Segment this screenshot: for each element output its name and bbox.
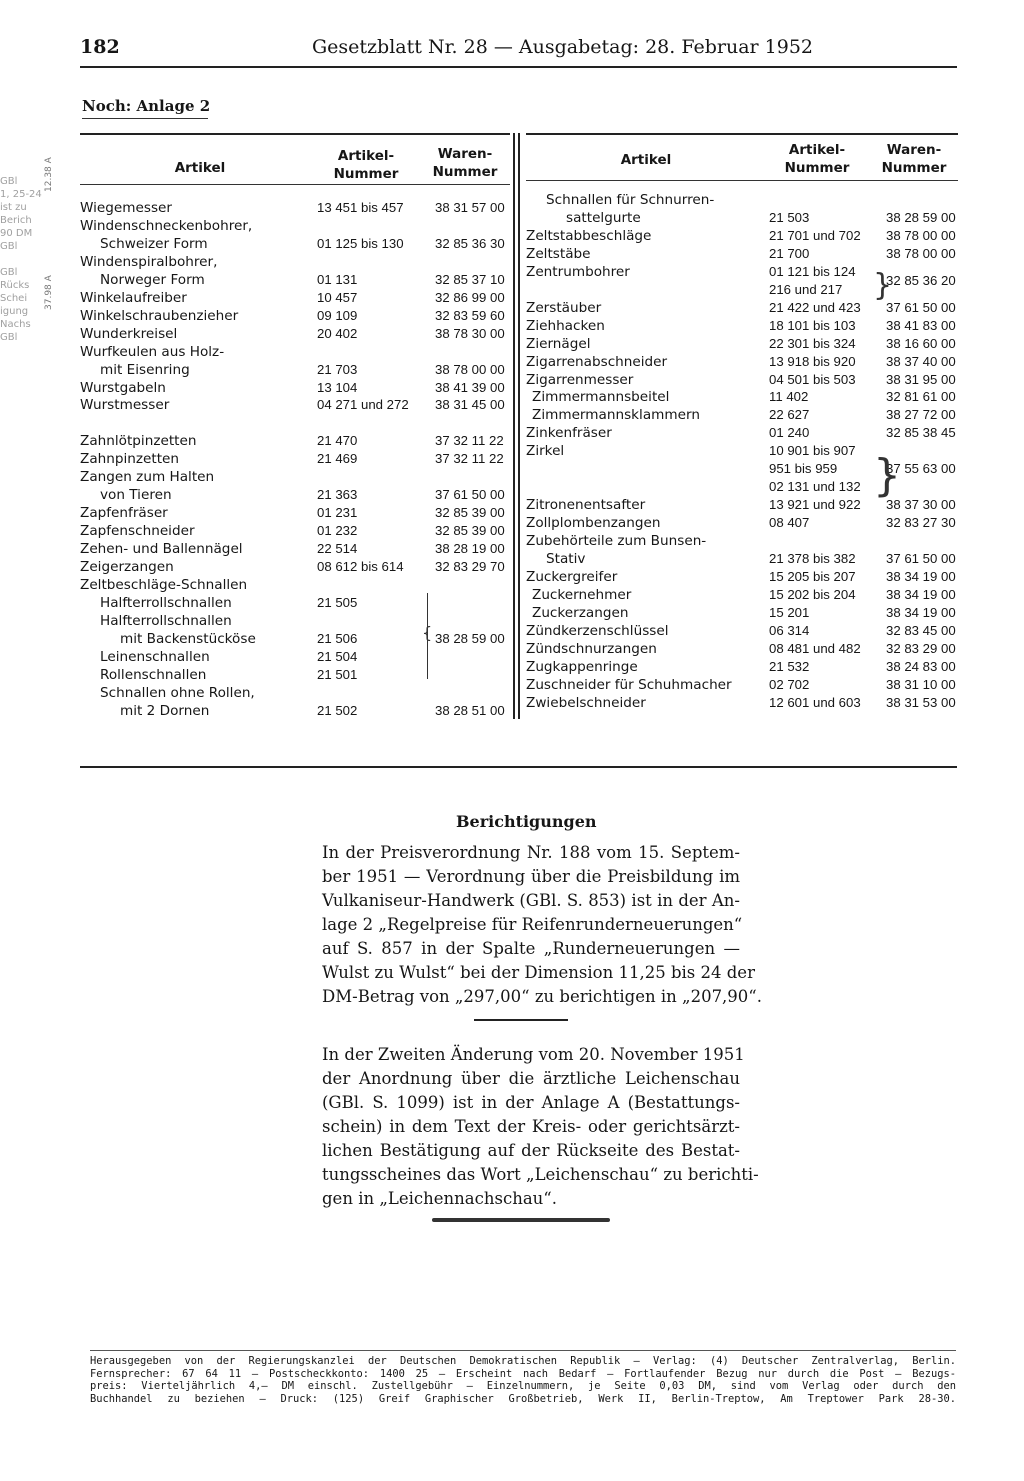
waren-nummer-cell: 32 86 99 00 xyxy=(435,289,505,305)
waren-nummer-cell: 32 85 39 00 xyxy=(435,523,505,539)
artikel-nummer-cell: 08 407 xyxy=(769,515,810,531)
artikel-cell: Zigarrenabschneider xyxy=(526,353,668,370)
paragraph-line: gen in „Leichennachschau“. xyxy=(322,1189,557,1208)
artikel-cell: Zündkerzenschlüssel xyxy=(526,622,669,639)
waren-nummer-cell: 38 31 45 00 xyxy=(435,397,505,413)
margin-note-line: GBl xyxy=(0,267,18,278)
artikel-nummer-cell: 22 514 xyxy=(317,541,358,557)
margin-note-line: GBl xyxy=(0,241,18,252)
artikel-nummer-cell: 20 402 xyxy=(317,325,358,341)
waren-nummer-cell: 38 28 59 00 xyxy=(886,209,956,225)
artikel-nummer-cell: 01 240 xyxy=(769,425,810,441)
brace-tip-icon: { xyxy=(422,623,433,642)
waren-nummer-cell: 38 28 51 00 xyxy=(435,702,505,718)
table-end-rule xyxy=(80,766,957,768)
paragraph-line: lichen Bestätigung auf der Rückseite des Bestat- xyxy=(322,1141,740,1160)
waren-nummer-cell: 37 61 50 00 xyxy=(886,551,956,566)
artikel-nummer-cell: 01 131 xyxy=(317,271,358,287)
artikel-cell: Winkelschraubenzieher xyxy=(80,307,239,324)
waren-nummer-cell: 32 83 59 60 xyxy=(435,307,505,323)
artikel-cell: Zehen- und Ballennägel xyxy=(80,541,243,558)
artikel-nummer-cell: 21 703 xyxy=(317,361,358,377)
artikel-cell: Zapfenschneider xyxy=(80,523,195,540)
artikel-cell: Zeigerzangen xyxy=(80,559,174,575)
artikel-cell: Zimmermannsbeitel xyxy=(532,389,670,406)
imprint xyxy=(90,1355,956,1405)
artikel-cell: Stativ xyxy=(546,551,586,567)
waren-nummer-cell: 37 32 11 22 xyxy=(435,451,504,467)
table-header-rule xyxy=(526,180,958,181)
artikel-cell: Zeltstabbeschläge xyxy=(526,227,652,244)
waren-nummer-cell: 38 37 40 00 xyxy=(886,353,956,369)
artikel-nummer-cell: 21 506 xyxy=(317,630,358,646)
artikel-nummer-cell: 21 469 xyxy=(317,451,358,467)
artikel-cell: Zangen zum Halten xyxy=(80,469,215,486)
margin-note-line: Schei xyxy=(0,293,28,304)
header-artikel-nummer: Artikel- Nummer xyxy=(784,142,850,176)
artikel-cell: Zugkappenringe xyxy=(526,658,638,675)
waren-nummer-cell: 32 83 29 00 xyxy=(886,640,956,656)
margin-stamp: 12.38 A xyxy=(44,157,54,192)
waren-nummer-cell: 38 31 95 00 xyxy=(886,371,956,387)
artikel-cell: Zitronenentsafter xyxy=(526,497,646,514)
artikel-nummer-cell: 02 702 xyxy=(769,676,810,692)
artikel-cell: Zubehörteile zum Bunsen- xyxy=(526,533,707,550)
artikel-cell: Zahnlötpinzetten xyxy=(80,433,197,450)
artikel-nummer-cell: 21 470 xyxy=(317,433,358,449)
header-artikel: Artikel xyxy=(174,160,226,176)
corrections-title: Berichtigungen xyxy=(456,812,597,831)
waren-nummer-cell: 38 31 57 00 xyxy=(435,200,505,215)
paragraph-line: auf S. 857 in der Spalte „Runderneuerungen — xyxy=(322,939,740,958)
artikel-cell: Halfterrollschnallen xyxy=(100,612,232,629)
artikel-cell: Windenschneckenbohrer, xyxy=(80,217,253,234)
page-number: 182 xyxy=(80,36,120,58)
artikel-nummer-cell: 15 205 bis 207 xyxy=(769,568,856,584)
artikel-cell: Zuschneider für Schuhmacher xyxy=(526,676,732,693)
waren-nummer-cell: 38 24 83 00 xyxy=(886,658,956,674)
artikel-nummer-cell: 22 627 xyxy=(769,407,810,423)
artikel-cell: Schweizer Form xyxy=(100,235,208,252)
waren-nummer-cell: 32 83 27 30 xyxy=(886,515,956,531)
margin-note-line: 90 DM xyxy=(0,228,33,239)
artikel-cell: Ziernägel xyxy=(526,335,591,352)
margin-stamp: 37.98 A xyxy=(44,275,54,310)
artikel-cell: Winkelaufreiber xyxy=(80,289,187,306)
waren-nummer-cell: 32 85 38 45 xyxy=(886,425,956,441)
artikel-cell: mit 2 Dornen xyxy=(120,702,210,719)
waren-nummer-cell: 38 41 39 00 xyxy=(435,379,505,395)
artikel-nummer-cell: 10 901 bis 907 xyxy=(769,443,856,459)
paragraph-line: ber 1951 — Verordnung über die Preisbildung im xyxy=(322,867,740,886)
artikel-nummer-cell: 12 601 und 603 xyxy=(769,694,861,710)
waren-nummer-cell: 32 81 61 00 xyxy=(886,389,956,405)
artikel-cell: Zirkel xyxy=(526,443,565,460)
waren-nummer-cell: 37 61 50 00 xyxy=(435,487,505,503)
waren-nummer-cell: 37 32 11 22 xyxy=(435,433,504,449)
continuation-label: Noch: Anlage 2 xyxy=(82,97,211,115)
paragraph-line: tungsscheines das Wort „Leichenschau“ zu berichti- xyxy=(322,1165,759,1184)
artikel-cell: Zuckernehmer xyxy=(532,586,632,603)
artikel-cell: Zentrumbohrer xyxy=(526,263,630,280)
artikel-nummer-cell: 13 104 xyxy=(317,379,358,395)
artikel-cell: Wurfkeulen aus Holz- xyxy=(80,343,225,360)
imprint-line: Herausgegeben von der Regierungskanzlei der Deutschen Demokratischen Republik — Verlag: (4) Deutscher Zentralverlag, Berlin. xyxy=(90,1355,956,1367)
artikel-nummer-cell: 06 314 xyxy=(769,622,810,638)
artikel-cell: Wiegemesser xyxy=(80,200,172,216)
closing-ornament-rule xyxy=(432,1218,610,1222)
waren-nummer-cell: 38 34 19 00 xyxy=(886,568,956,584)
waren-nummer-cell: 38 28 19 00 xyxy=(435,541,505,557)
artikel-cell: Zündschnurzangen xyxy=(526,640,657,657)
artikel-nummer-cell: 951 bis 959 xyxy=(769,461,838,477)
waren-nummer-cell: 38 41 83 00 xyxy=(886,317,956,333)
artikel-cell: Zahnpinzetten xyxy=(80,451,180,468)
artikel-nummer-cell: 01 125 bis 130 xyxy=(317,235,404,251)
artikel-nummer-cell: 21 363 xyxy=(317,487,358,503)
paragraph-line: Wulst zu Wulst“ bei der Dimension 11,25 bis 24 der xyxy=(322,963,755,982)
correction-paragraph-2 xyxy=(322,1043,759,1211)
imprint-line: Buchhandel zu beziehen — Druck: (125) Greif Graphischer Großbetrieb, Werk II, Berlin-Treptow, Am Treptower Park 28-30. xyxy=(90,1392,956,1405)
artikel-nummer-cell: 09 109 xyxy=(317,307,358,323)
artikel-cell: Windenspiralbohrer, xyxy=(80,253,218,270)
artikel-cell: Zollplombenzangen xyxy=(526,515,661,532)
paragraph-line: In der Zweiten Änderung vom 20. November 1951 xyxy=(322,1045,745,1064)
brace-close-icon: } xyxy=(873,450,901,501)
artikel-nummer-cell: 10 457 xyxy=(317,289,358,305)
artikel-nummer-cell: 21 378 bis 382 xyxy=(769,551,856,566)
artikel-cell: Ziehhacken xyxy=(526,317,605,334)
column-divider xyxy=(518,133,520,719)
artikel-nummer-cell: 21 701 und 702 xyxy=(769,227,861,243)
continuation-underline xyxy=(82,118,208,119)
table-header-rule xyxy=(80,184,510,185)
artikel-nummer-cell: 21 505 xyxy=(317,594,358,610)
artikel-nummer-cell: 21 504 xyxy=(317,648,358,664)
margin-note-line: ist zu xyxy=(0,202,27,213)
artikel-nummer-cell: 21 700 xyxy=(769,245,810,261)
artikel-cell: Wurstmesser xyxy=(80,397,170,414)
waren-nummer-cell: 38 16 60 00 xyxy=(886,335,956,351)
artikel-cell: Zuckergreifer xyxy=(526,568,618,585)
margin-note-line: Rücks xyxy=(0,280,30,291)
artikel-nummer-cell: 22 301 bis 324 xyxy=(769,335,856,351)
waren-nummer-cell: 38 78 00 00 xyxy=(435,361,505,377)
waren-nummer-cell: 32 83 45 00 xyxy=(886,622,956,638)
margin-note-line xyxy=(0,253,70,266)
paragraph-line: lage 2 „Regelpreise für Reifenrunderneuerungen“ xyxy=(322,915,743,934)
waren-nummer-cell: 38 28 59 00 xyxy=(435,630,505,646)
artikel-cell: mit Eisenring xyxy=(100,361,190,378)
artikel-nummer-cell: 21 502 xyxy=(317,702,358,718)
artikel-nummer-cell: 13 918 bis 920 xyxy=(769,353,856,369)
artikel-cell: von Tieren xyxy=(100,487,172,504)
artikel-cell: Wunderkreisel xyxy=(80,325,178,342)
waren-nummer-cell: 37 55 63 00 xyxy=(886,461,956,477)
artikel-cell: sattelgurte xyxy=(566,209,641,226)
waren-nummer-cell: 32 85 36 30 xyxy=(435,235,505,251)
artikel-cell: Leinenschnallen xyxy=(100,648,210,665)
imprint-rule xyxy=(90,1350,956,1351)
running-title: Gesetzblatt Nr. 28 — Ausgabetag: 28. Februar 1952 xyxy=(312,36,813,58)
waren-nummer-cell: 32 85 36 20 xyxy=(886,272,956,288)
artikel-nummer-cell: 21 422 und 423 xyxy=(769,299,861,315)
artikel-nummer-cell: 216 und 217 xyxy=(769,281,843,297)
table-top-rule xyxy=(526,133,958,135)
artikel-nummer-cell: 08 481 und 482 xyxy=(769,640,861,656)
artikel-cell: mit Backenstücköse xyxy=(120,630,256,647)
paragraph-line: der Anordnung über die ärztliche Leichenschau xyxy=(322,1069,740,1088)
margin-note-line: Nachs xyxy=(0,319,31,330)
artikel-nummer-cell: 01 121 bis 124 xyxy=(769,263,856,279)
margin-note-line: GBl xyxy=(0,332,18,343)
artikel-nummer-cell: 15 202 bis 204 xyxy=(769,586,856,602)
artikel-cell: Halfterrollschnallen xyxy=(100,594,232,611)
artikel-nummer-cell: 13 921 und 922 xyxy=(769,497,861,513)
artikel-nummer-cell: 01 231 xyxy=(317,505,358,521)
artikel-nummer-cell: 02 131 und 132 xyxy=(769,479,861,495)
waren-nummer-cell: 32 85 37 10 xyxy=(435,271,505,287)
artikel-cell: Zigarrenmesser xyxy=(526,371,634,388)
artikel-nummer-cell: 11 402 xyxy=(769,389,809,405)
artikel-nummer-cell: 15 201 xyxy=(769,604,810,620)
artikel-cell: Zimmermannsklammern xyxy=(532,407,700,424)
margin-note-line: igung xyxy=(0,306,29,317)
waren-nummer-cell: 38 37 30 00 xyxy=(886,497,956,513)
margin-notes xyxy=(0,175,70,344)
artikel-cell: Norweger Form xyxy=(100,271,205,288)
artikel-cell: Zeltbeschläge-Schnallen xyxy=(80,576,248,593)
waren-nummer-cell: 38 31 53 00 xyxy=(886,694,956,710)
waren-nummer-cell: 38 27 72 00 xyxy=(886,407,956,423)
waren-nummer-cell: 38 31 10 00 xyxy=(886,676,956,692)
artikel-nummer-cell: 04 271 und 272 xyxy=(317,397,409,413)
artikel-cell: Zuckerzangen xyxy=(532,604,629,621)
artikel-cell: Zinkenfräser xyxy=(526,425,612,442)
waren-nummer-cell: 38 78 00 00 xyxy=(886,245,956,261)
imprint-line: preis: Vierteljährlich 4,— DM einschl. Zustellgebühr — Einzelnummern, je Seite 0,03 DM, sind vom Verlag oder durch den xyxy=(90,1380,956,1392)
artikel-nummer-cell: 04 501 bis 503 xyxy=(769,371,856,387)
artikel-cell: Zapfenfräser xyxy=(80,505,168,522)
artikel-cell: Zwiebelschneider xyxy=(526,694,646,711)
artikel-cell: Zerstäuber xyxy=(526,299,602,316)
artikel-cell: Schnallen für Schnurren- xyxy=(546,192,715,208)
header-waren-nummer: Waren- Nummer xyxy=(881,142,947,176)
waren-nummer-cell: 38 78 00 00 xyxy=(886,227,956,243)
artikel-nummer-cell: 18 101 bis 103 xyxy=(769,317,856,333)
margin-note-line: Berich xyxy=(0,215,32,226)
header-rule xyxy=(80,66,957,68)
column-divider xyxy=(513,133,515,719)
paragraph-line: DM-Betrag von „297,00“ zu berichtigen in „207,90“. xyxy=(322,987,762,1006)
waren-nummer-cell: 32 85 39 00 xyxy=(435,505,505,521)
artikel-nummer-cell: 01 232 xyxy=(317,523,358,539)
waren-nummer-cell: 38 34 19 00 xyxy=(886,604,956,620)
artikel-nummer-cell: 21 501 xyxy=(317,666,358,682)
correction-paragraph-1 xyxy=(322,841,762,1009)
waren-nummer-cell: 38 34 19 00 xyxy=(886,586,956,602)
paragraph-line: In der Preisverordnung Nr. 188 vom 15. Septem- xyxy=(322,843,740,862)
artikel-cell: Schnallen ohne Rollen, xyxy=(100,684,255,701)
table-top-rule xyxy=(80,133,510,135)
artikel-nummer-cell: 08 612 bis 614 xyxy=(317,559,404,574)
margin-note-line: 1, 25-24 xyxy=(0,189,42,200)
paragraph-line: Vulkaniseur-Handwerk (GBl. S. 853) ist in der An- xyxy=(322,891,740,910)
paragraph-line: (GBl. S. 1099) ist in der Anlage A (Bestattungs- xyxy=(322,1093,740,1112)
header-artikel-nummer: Artikel- Nummer xyxy=(333,148,399,182)
margin-note-line: GBl xyxy=(0,176,18,187)
imprint-line: Fernsprecher: 67 64 11 — Postscheckkonto: 1400 25 — Erscheint nach Bedarf — Fortlaufender Bezug nur durch die Post — Bezugs- xyxy=(90,1367,956,1380)
header-artikel: Artikel xyxy=(620,152,672,168)
brace-close-icon: } xyxy=(873,268,893,303)
artikel-cell: Zeltstäbe xyxy=(526,245,591,262)
waren-nummer-cell: 32 83 29 70 xyxy=(435,559,505,574)
section-separator xyxy=(474,1019,568,1021)
artikel-nummer-cell: 21 532 xyxy=(769,658,810,674)
artikel-nummer-cell: 21 503 xyxy=(769,209,810,225)
header-waren-nummer: Waren- Nummer xyxy=(432,146,498,180)
artikel-cell: Rollenschnallen xyxy=(100,666,207,683)
waren-nummer-cell: 37 61 50 00 xyxy=(886,299,956,315)
artikel-nummer-cell: 13 451 bis 457 xyxy=(317,200,404,215)
artikel-cell: Wurstgabeln xyxy=(80,379,166,396)
paragraph-line: schein) in dem Text der Kreis- oder gerichtsärzt- xyxy=(322,1117,740,1136)
waren-nummer-cell: 38 78 30 00 xyxy=(435,325,505,341)
